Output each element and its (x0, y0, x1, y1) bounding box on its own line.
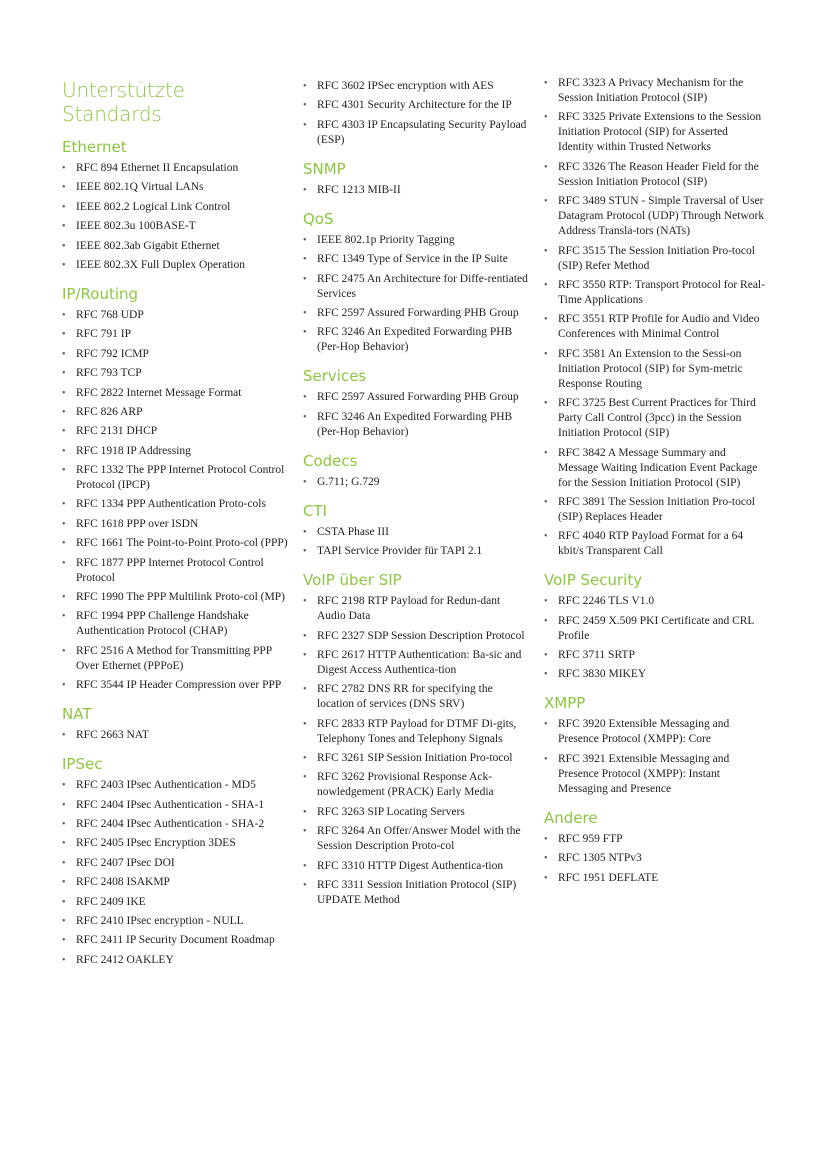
list-item: • RFC 3311 Session Initiation Protocol (SIP) UPDATE Method (303, 878, 529, 908)
column-1 (62, 76, 288, 972)
list-item: • RFC 2246 TLS V1.0 (544, 594, 766, 609)
list-item: • RFC 1305 NTPv3 (544, 851, 766, 866)
list-item: • RFC 2131 DHCP (62, 424, 288, 439)
section-andere (544, 809, 766, 886)
section-continued (303, 79, 529, 148)
section-ip-routing (62, 285, 288, 693)
list-item: • RFC 791 IP (62, 327, 288, 342)
section-codecs (303, 452, 529, 490)
list-item: • RFC 4040 RTP Payload Format for a 64 kbit/s Transparent Call (544, 529, 766, 559)
section-heading: SNMP (303, 159, 346, 178)
list-item: • RFC 2617 HTTP Authentication: Ba-sic and Digest Access Authentica-tion (303, 648, 529, 678)
list-item: • RFC 3725 Best Current Practices for Third Party Call Control (3pcc) in the Session Initiation Protocol (SIP) (544, 396, 766, 441)
list-item: • RFC 2407 IPsec DOI (62, 856, 288, 871)
list-item: • RFC 2411 IP Security Document Roadmap (62, 933, 288, 948)
standards-list (303, 183, 529, 198)
list-item: • RFC 3262 Provisional Response Ack-nowledgement (PRACK) Early Media (303, 770, 529, 800)
section-qos (303, 210, 529, 356)
list-item: • RFC 3920 Extensible Messaging and Presence Protocol (XMPP): Core (544, 717, 766, 747)
page-title: Unterstützte Standards (62, 78, 185, 126)
standards-list (303, 475, 529, 490)
list-item: • RFC 1213 MIB-II (303, 183, 529, 198)
list-item: • RFC 1951 DEFLATE (544, 871, 766, 886)
standards-list (303, 233, 529, 356)
list-item: • RFC 3551 RTP Profile for Audio and Video Conferences with Minimal Control (544, 312, 766, 342)
section-heading: VoIP Security (544, 571, 643, 590)
list-item: • RFC 3323 A Privacy Mechanism for the Session Initiation Protocol (SIP) (544, 76, 766, 106)
section-heading: NAT (62, 705, 92, 724)
section-nat (62, 705, 288, 743)
list-item: • RFC 3263 SIP Locating Servers (303, 805, 529, 820)
section-heading: CTI (303, 501, 328, 520)
list-item: • RFC 3246 An Expedited Forwarding PHB (Per-Hop Behavior) (303, 410, 529, 440)
standards-list (303, 79, 529, 148)
standards-list (303, 390, 529, 439)
list-item: • RFC 1994 PPP Challenge Handshake Authentication Protocol (CHAP) (62, 609, 288, 639)
section-xmpp (544, 694, 766, 796)
list-item: • RFC 3891 The Session Initiation Pro-tocol (SIP) Replaces Header (544, 495, 766, 525)
list-item: • RFC 3842 A Message Summary and Message Waiting Indication Event Package for the Session Initiation Protocol (SIP) (544, 446, 766, 491)
list-item: • RFC 2412 OAKLEY (62, 953, 288, 968)
list-item: • G.711; G.729 (303, 475, 529, 490)
section-heading: Ethernet (62, 138, 127, 156)
list-item: • IEEE 802.3X Full Duplex Operation (62, 258, 288, 273)
section-heading: VoIP über SIP (303, 571, 402, 590)
standards-list (544, 717, 766, 796)
list-item: • IEEE 802.2 Logical Link Control (62, 200, 288, 215)
list-item: • RFC 768 UDP (62, 308, 288, 323)
list-item: • IEEE 802.3u 100BASE-T (62, 219, 288, 234)
list-item: • RFC 3325 Private Extensions to the Session Initiation Protocol (SIP) for Asserted Identity within Trusted Networks (544, 110, 766, 155)
section-continued (544, 76, 766, 559)
section-heading: Services (303, 367, 367, 386)
section-cti (303, 502, 529, 559)
list-item: • RFC 2833 RTP Payload for DTMF Di-gits, Telephony Tones and Telephony Signals (303, 717, 529, 747)
section-heading: XMPP (544, 694, 586, 713)
list-item: • RFC 3264 An Offer/Answer Model with the Session Description Proto-col (303, 824, 529, 854)
section-heading: IP/Routing (62, 284, 139, 303)
list-item: • RFC 792 ICMP (62, 347, 288, 362)
list-item: • RFC 3711 SRTP (544, 648, 766, 663)
standards-list (544, 76, 766, 559)
list-item: • RFC 3489 STUN - Simple Traversal of User Datagram Protocol (UDP) Through Network Address Transla-tors (NATs) (544, 194, 766, 239)
list-item: • RFC 2403 IPsec Authentication - MD5 (62, 778, 288, 793)
list-item: • RFC 3544 IP Header Compression over PPP (62, 678, 288, 693)
list-item: • RFC 2327 SDP Session Description Protocol (303, 629, 529, 644)
list-item: • RFC 3515 The Session Initiation Pro-tocol (SIP) Refer Method (544, 244, 766, 274)
section-voip-security (544, 571, 766, 682)
list-item: • RFC 959 FTP (544, 832, 766, 847)
list-item: • RFC 3261 SIP Session Initiation Pro-tocol (303, 751, 529, 766)
section-heading: Andere (544, 808, 598, 827)
section-heading: Codecs (303, 451, 358, 470)
list-item: • RFC 3830 MIKEY (544, 667, 766, 682)
section-heading: QoS (303, 209, 334, 228)
column-3 (544, 76, 766, 890)
list-item: • RFC 2404 IPsec Authentication - SHA-1 (62, 798, 288, 813)
list-item: • RFC 3550 RTP: Transport Protocol for Real-Time Applications (544, 278, 766, 308)
list-item: • RFC 1618 PPP over ISDN (62, 517, 288, 532)
list-item: • RFC 4303 IP Encapsulating Security Payload (ESP) (303, 118, 529, 148)
list-item: • TAPI Service Provider für TAPI 2.1 (303, 544, 529, 559)
list-item: • RFC 1918 IP Addressing (62, 444, 288, 459)
section-services (303, 367, 529, 439)
section-ipsec (62, 755, 288, 968)
list-item: • RFC 3921 Extensible Messaging and Presence Protocol (XMPP): Instant Messaging and Presence (544, 752, 766, 797)
standards-list (544, 832, 766, 886)
list-item: • RFC 3602 IPSec encryption with AES (303, 79, 529, 94)
list-item: • RFC 1661 The Point-to-Point Proto-col (PPP) (62, 536, 288, 551)
standards-list (62, 778, 288, 968)
standards-list (62, 728, 288, 743)
list-item: • RFC 2516 A Method for Transmitting PPP Over Ethernet (PPPoE) (62, 644, 288, 674)
list-item: • RFC 2410 IPsec encryption - NULL (62, 914, 288, 929)
list-item: • RFC 826 ARP (62, 405, 288, 420)
list-item: • RFC 2409 IKE (62, 895, 288, 910)
list-item: • RFC 3581 An Extension to the Sessi-on Initiation Protocol (SIP) for Sym-metric Response Routing (544, 347, 766, 392)
section-snmp (303, 160, 529, 198)
list-item: • RFC 894 Ethernet II Encapsulation (62, 161, 288, 176)
list-item: • RFC 2459 X.509 PKI Certificate and CRL Profile (544, 614, 766, 644)
list-item: • RFC 1334 PPP Authentication Proto-cols (62, 497, 288, 512)
standards-list (303, 525, 529, 559)
list-item: • RFC 1332 The PPP Internet Protocol Control Protocol (IPCP) (62, 463, 288, 493)
list-item: • RFC 4301 Security Architecture for the IP (303, 98, 529, 113)
list-item: • CSTA Phase III (303, 525, 529, 540)
section-voip-ber-sip (303, 571, 529, 908)
list-item: • RFC 2597 Assured Forwarding PHB Group (303, 390, 529, 405)
list-item: • RFC 3326 The Reason Header Field for the Session Initiation Protocol (SIP) (544, 160, 766, 190)
list-item: • RFC 2663 NAT (62, 728, 288, 743)
list-item: • IEEE 802.1p Priority Tagging (303, 233, 529, 248)
standards-list (303, 594, 529, 908)
list-item: • RFC 3310 HTTP Digest Authentica-tion (303, 859, 529, 874)
list-item: • RFC 1990 The PPP Multilink Proto-col (MP) (62, 590, 288, 605)
list-item: • RFC 2597 Assured Forwarding PHB Group (303, 306, 529, 321)
list-item: • RFC 2405 IPsec Encryption 3DES (62, 836, 288, 851)
list-item: • RFC 1349 Type of Service in the IP Suite (303, 252, 529, 267)
list-item: • RFC 2782 DNS RR for specifying the location of services (DNS SRV) (303, 682, 529, 712)
standards-list (544, 594, 766, 682)
section-ethernet (62, 138, 288, 273)
list-item: • IEEE 802.3ab Gigabit Ethernet (62, 239, 288, 254)
standards-list (62, 308, 288, 693)
section-heading: IPSec (62, 755, 103, 774)
list-item: • RFC 2475 An Architecture for Diffe-rentiated Services (303, 272, 529, 302)
list-item: • RFC 793 TCP (62, 366, 288, 381)
list-item: • IEEE 802.1Q Virtual LANs (62, 180, 288, 195)
list-item: • RFC 2822 Internet Message Format (62, 386, 288, 401)
list-item: • RFC 2404 IPsec Authentication - SHA-2 (62, 817, 288, 832)
list-item: • RFC 3246 An Expedited Forwarding PHB (Per-Hop Behavior) (303, 325, 529, 355)
list-item: • RFC 2408 ISAKMP (62, 875, 288, 890)
column-2 (303, 79, 529, 912)
standards-list (62, 161, 288, 273)
list-item: • RFC 2198 RTP Payload for Redun-dant Audio Data (303, 594, 529, 624)
list-item: • RFC 1877 PPP Internet Protocol Control Protocol (62, 556, 288, 586)
